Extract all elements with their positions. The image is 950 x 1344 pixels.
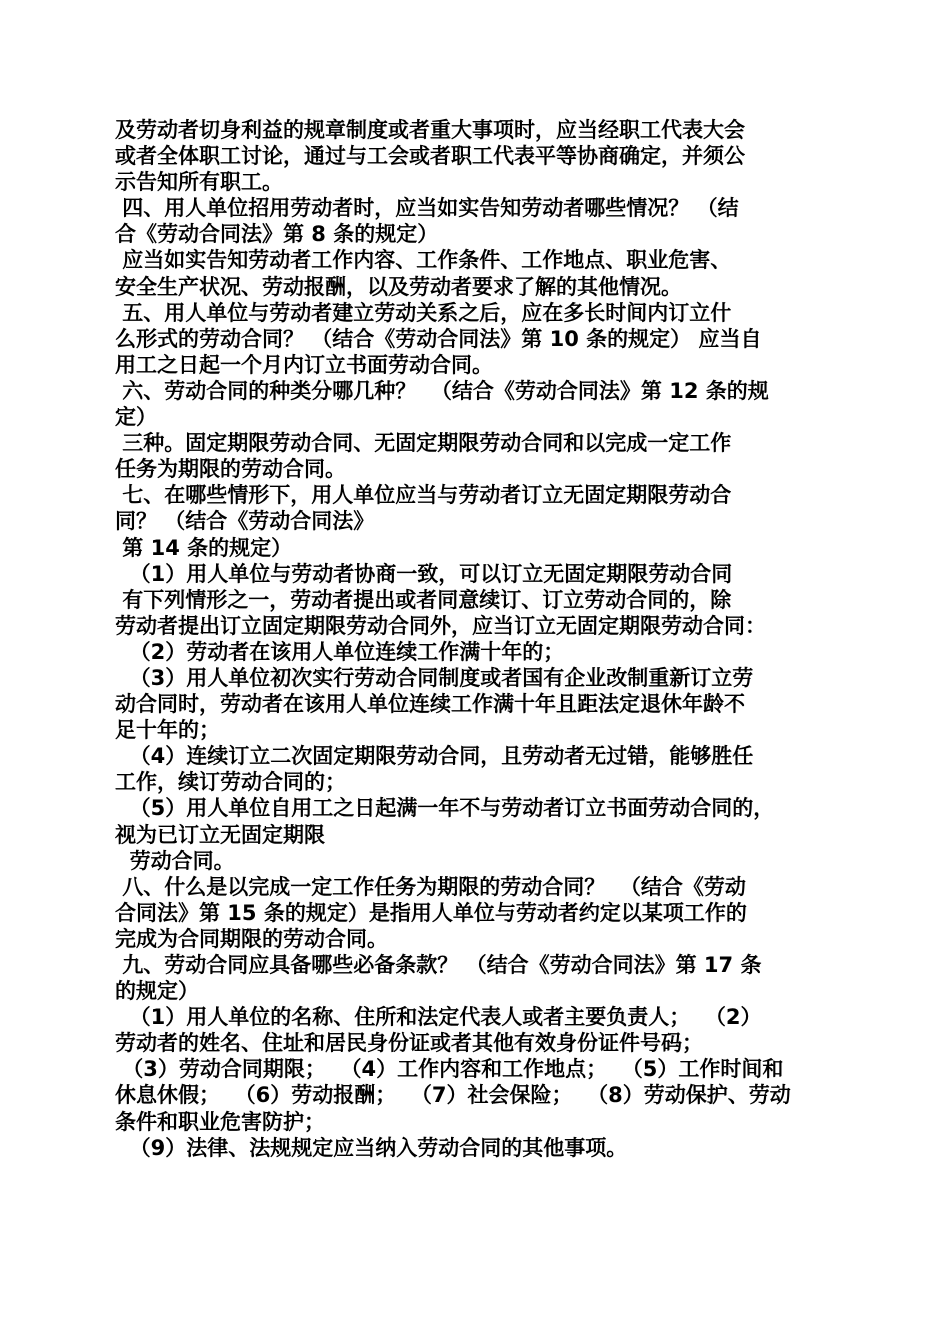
text-line: 用工之日起一个月内订立书面劳动合同。 (115, 352, 493, 377)
list-item: （1）用人单位的名称、住所和法定代表人或者主要负责人； （2） (115, 1005, 762, 1030)
question-heading: 的规定） (115, 979, 199, 1004)
text-line: 或者全体职工讨论，通过与工会或者职工代表平等协商确定，并须公 (115, 144, 745, 169)
list-item: （1）用人单位与劳动者协商一致，可以订立无固定期限劳动合同 (115, 561, 733, 586)
list-item: 休息休假； （6）劳动报酬； （7）社会保险； （8）劳动保护、劳动 (115, 1083, 791, 1108)
question-heading: 第 14 条的规定） (115, 535, 293, 560)
question-heading: 七、在哪些情形下，用人单位应当与劳动者订立无固定期限劳动合 (115, 483, 732, 508)
question-heading: 六、劳动合同的种类分哪几种？ （结合《劳动合同法》第 12 条的规 (115, 378, 769, 403)
text-line: 条件和职业危害防护； (115, 1109, 325, 1134)
question-heading: 么形式的劳动合同？ （结合《劳动合同法》第 10 条的规定） 应当自 (115, 326, 762, 351)
question-heading: 九、劳动合同应具备哪些必备条款？ （结合《劳动合同法》第 17 条 (115, 953, 762, 977)
question-heading: 同？ （结合《劳动合同法》 (115, 509, 375, 534)
question-heading: 五、用人单位与劳动者建立劳动关系之后，应在多长时间内订立什 (115, 300, 732, 325)
question-heading: 四、用人单位招用劳动者时，应当如实告知劳动者哪些情况？ （结 (115, 196, 739, 221)
text-line: 及劳动者切身利益的规章制度或者重大事项时，应当经职工代表大会 (115, 118, 745, 142)
text-line: 动合同时，劳动者在该用人单位连续工作满十年且距法定退休年龄不 (115, 692, 745, 717)
text-line: 足十年的； (115, 718, 220, 743)
document-body (115, 117, 845, 1161)
text-line: 任务为期限的劳动合同。 (115, 457, 346, 482)
text-line: 劳动合同。 (115, 848, 235, 873)
text-line: 三种。固定期限劳动合同、无固定期限劳动合同和以完成一定工作 (115, 431, 732, 456)
question-heading: 合同法》第 15 条的规定）是指用人单位与劳动者约定以某项工作的 (115, 900, 747, 925)
text-line: 应当如实告知劳动者工作内容、工作条件、工作地点、职业危害、 (115, 248, 732, 273)
text-line: 劳动者提出订立固定期限劳动合同外，应当订立无固定期限劳动合同： (115, 613, 766, 638)
question-heading: 定） (115, 405, 157, 430)
question-heading: 合《劳动合同法》第 8 条的规定） (115, 222, 439, 247)
text-line: 劳动者的姓名、住址和居民身份证或者其他有效身份证件号码； (115, 1031, 703, 1056)
list-item: （4）连续订立二次固定期限劳动合同，且劳动者无过错，能够胜任 (115, 744, 754, 769)
text-line: 有下列情形之一，劳动者提出或者同意续订、订立劳动合同的，除 (115, 587, 732, 612)
list-item: （3）劳动合同期限； （4）工作内容和工作地点； （5）工作时间和 (115, 1057, 784, 1082)
question-heading: 八、什么是以完成一定工作任务为期限的劳动合同？ （结合《劳动 (115, 874, 746, 899)
list-item: （2）劳动者在该用人单位连续工作满十年的； (115, 639, 565, 664)
list-item: （9）法律、法规规定应当纳入劳动合同的其他事项。 (115, 1135, 628, 1160)
list-item: （3）用人单位初次实行劳动合同制度或者国有企业改制重新订立劳 (115, 665, 754, 690)
text-line: 示告知所有职工。 (115, 170, 283, 195)
text-line: 安全生产状况、劳动报酬，以及劳动者要求了解的其他情况。 (115, 274, 682, 299)
text-line: 视为已订立无固定期限 (115, 822, 325, 847)
text-line: 完成为合同期限的劳动合同。 (115, 926, 388, 951)
text-line: 工作，续订劳动合同的； (115, 770, 346, 795)
list-item: （5）用人单位自用工之日起满一年不与劳动者订立书面劳动合同的， (115, 796, 775, 821)
